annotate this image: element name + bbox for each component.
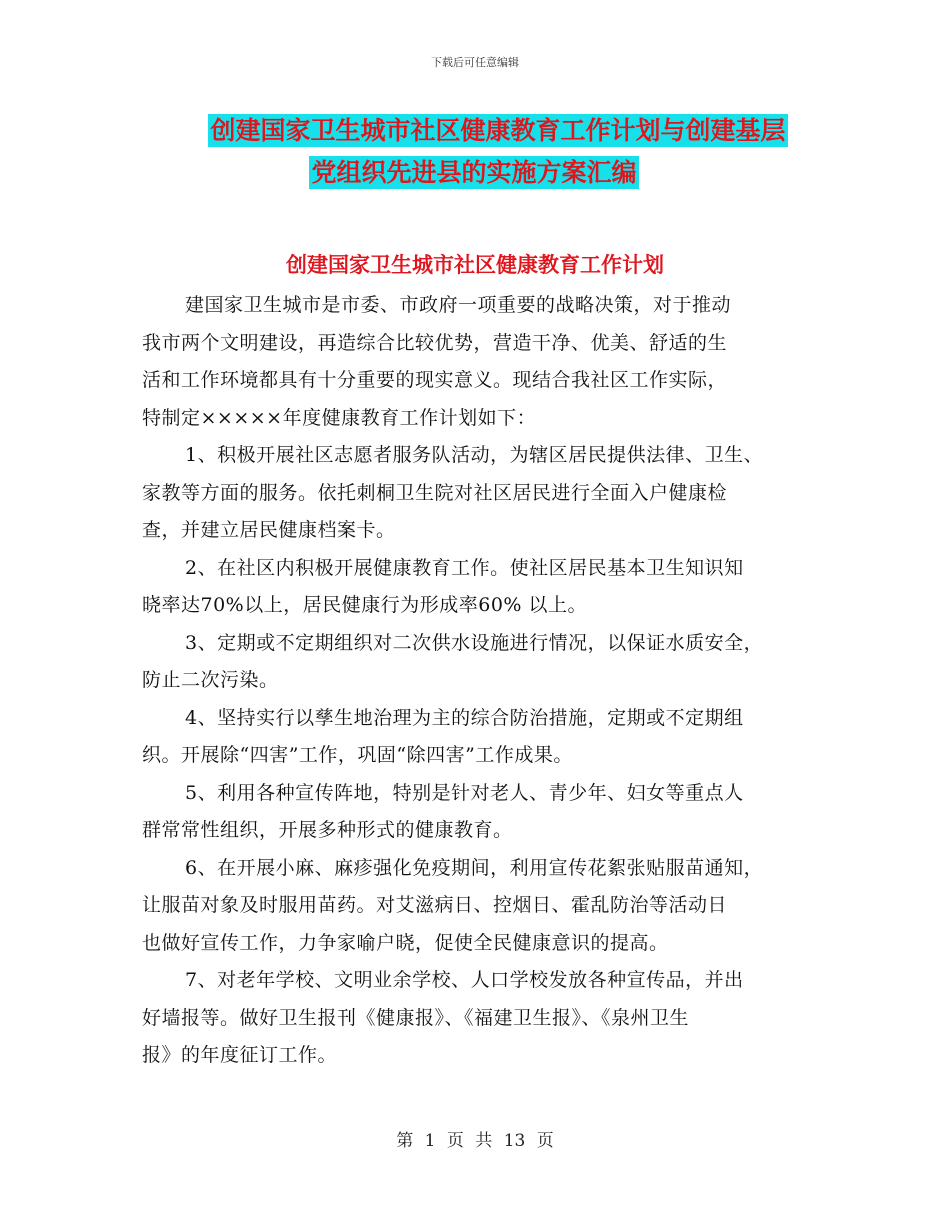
text-line: 报》的年度征订工作。 [142,1044,338,1066]
text-line: 特制定×××××年度健康教育工作计划如下： [142,406,537,429]
section-title: 创建国家卫生城市社区健康教育工作计划 [286,253,664,277]
text-line: 活和工作环境都具有十分重要的现实意义。现结合我社区工作实际， [142,369,728,391]
text-line: 让服苗对象及时服用苗药。对艾滋病日、控烟日、霍乱防治等活动日 [142,894,728,916]
text-line: 好墙报等。做好卫生报刊《健康报》、《福建卫生报》、《泉州卫生 [142,1006,690,1029]
page-footer: 第 1 页 共 13 页 [396,1131,554,1151]
document-body [142,287,822,1075]
main-title-text-2: 党组织先进县的实施方案汇编 [311,158,637,187]
main-title-line-2 [0,156,950,190]
text-line: 我市两个文明建设，再造综合比较优势，营造干净、优美、舒适的生 [142,331,728,354]
header-note: 下载后可任意编辑 [431,56,519,69]
text-line: 群常常性组织，开展多种形式的健康教育。 [142,819,513,841]
main-title-line-1 [0,114,950,148]
text-line: 2、在社区内积极开展健康教育工作。使社区居民基本卫生知识知 [185,556,744,579]
text-line: 7、对老年学校、文明业余学校、人口学校发放各种宣传品，并出 [185,969,744,991]
text-line: 3、定期或不定期组织对二次供水设施进行情况，以保证水质安全， [185,631,764,654]
main-title-text-1: 创建国家卫生城市社区健康教育工作计划与创建基层 [210,116,786,145]
text-line: 1、积极开展社区志愿者服务队活动，为辖区居民提供法律、卫生、 [185,444,764,466]
text-line: 6、在开展小麻、麻疹强化免疫期间，利用宣传花絮张贴服苗通知， [185,856,764,879]
text-line: 织。开展除“四害”工作，巩固“除四害”工作成果。 [142,744,573,766]
text-line: 晓率达70%以上，居民健康行为形成率60% 以上。 [142,594,588,616]
text-line: 查，并建立居民健康档案卡。 [142,519,396,541]
text-line: 防止二次污染。 [142,669,279,691]
text-line: 家教等方面的服务。依托刺桐卫生院对社区居民进行全面入户健康检 [142,481,728,504]
text-line: 5、利用各种宣传阵地，特别是针对老人、青少年、妇女等重点人 [185,781,744,804]
text-line: 4、坚持实行以孳生地治理为主的综合防治措施，定期或不定期组 [185,706,744,729]
text-line: 建国家卫生城市是市委、市政府一项重要的战略决策，对于推动 [185,294,732,316]
text-line: 也做好宣传工作，力争家喻户晓，促使全民健康意识的提高。 [142,931,669,954]
